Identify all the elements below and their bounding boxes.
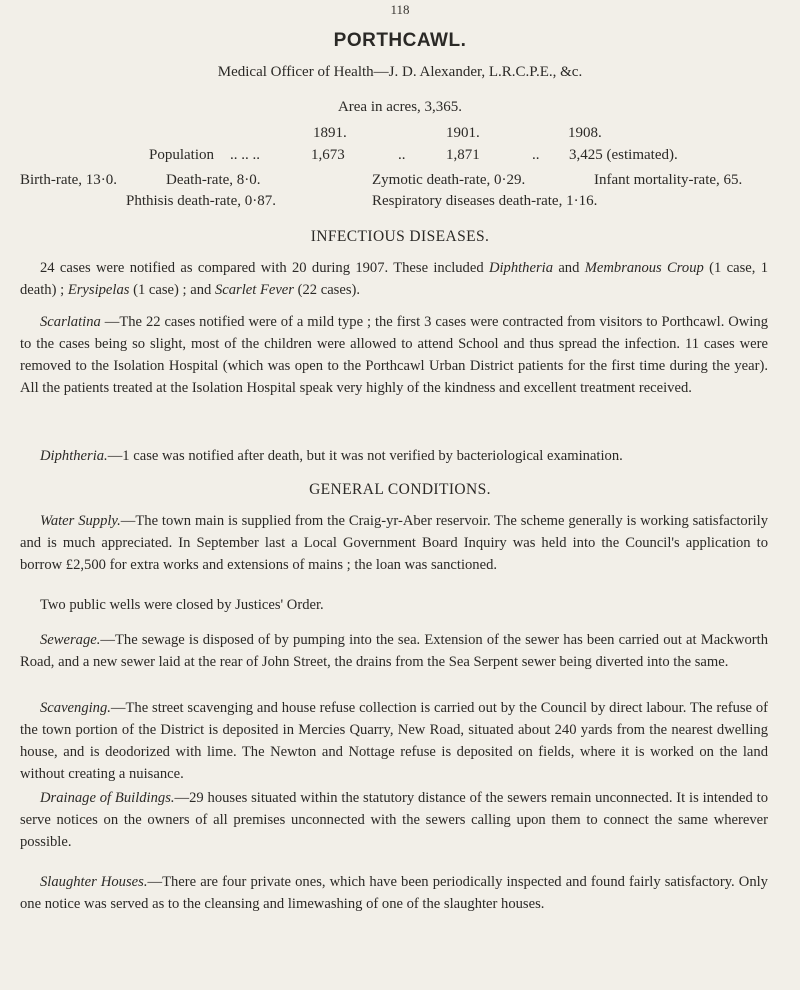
heading-general-conditions: GENERAL CONDITIONS. <box>309 481 491 498</box>
birth-rate: Birth-rate, 13·0. <box>20 172 118 188</box>
population-leaders: .. .. .. <box>230 147 260 163</box>
slaughter-houses-label: Slaughter Houses. <box>40 874 148 890</box>
paragraph-wells: Two public wells were closed by Justices' Order. <box>40 597 324 613</box>
paragraph-diphtheria: Diphtheria.—1 case was notified after death, but it was not verified by bacteriological examination. <box>40 448 623 464</box>
respiratory-death-rate: Respiratory diseases death-rate, 1·16. <box>372 193 598 209</box>
paragraph-water-supply: Water Supply.—The town main is supplied from the Craig-yr-Aber reservoir. The scheme generally is working satisfactorily and is much appreciated. In September last a Local Government Board Inquiry was held into the Council's application to borrow £2,500 for extra works and extensions of mains ; the loan was sanctioned. <box>20 513 768 573</box>
page-number: 118 <box>390 2 410 17</box>
scavenging-label: Scavenging. <box>40 700 111 716</box>
population-label: Population <box>149 147 215 163</box>
year-1908: 1908. <box>568 125 602 141</box>
phthisis-death-rate: Phthisis death-rate, 0·87. <box>126 193 276 209</box>
population-1891: 1,673 <box>311 147 345 163</box>
medical-officer-line: Medical Officer of Health—J. D. Alexander, L.R.C.P.E., &c. <box>217 64 583 80</box>
sewerage-label: Sewerage. <box>40 632 101 648</box>
population-separator-1: .. <box>398 147 406 163</box>
paragraph-slaughter-houses: Slaughter Houses.—There are four private ones, which have been periodically inspected and found fairly satisfactory. Only one notice was served as to the cleansing and limewashing of one of the slaughter houses. <box>20 874 768 912</box>
paragraph-scavenging: Scavenging.—The street scavenging and house refuse collection is carried out by the Council by direct labour. The refuse of the town portion of the District is deposited in Mercies Quarry, New Road, situated about 240 yards from the nearest dwelling house, and is deodorized with lime. The Newton and Nottage refuse is deposited on fields, where it is worked on the land without creating a nuisance. <box>20 700 768 782</box>
paragraph-sewerage: Sewerage.—The sewage is disposed of by pumping into the sea. Extension of the sewer has been carried out at Mackworth Road, and a new sewer laid at the rear of John Street, the drains from the Sea Serpent sewer being diverted into the same. <box>20 632 768 670</box>
population-1908: 3,425 (estimated). <box>569 147 678 163</box>
death-rate: Death-rate, 8·0. <box>166 172 261 188</box>
paragraph-drainage: Drainage of Buildings.—29 houses situated within the statutory distance of the sewers remain unconnected. It is intended to serve notices on the owners of all premises unconnected with the sewers calling upon them to connect the same wherever possible. <box>20 790 768 850</box>
scarlatina-label: Scarlatina <box>40 314 101 330</box>
population-separator-2: .. <box>532 147 540 163</box>
page-title: PORTHCAWL. <box>333 30 467 51</box>
area-line: Area in acres, 3,365. <box>337 99 463 115</box>
year-1891: 1891. <box>313 125 347 141</box>
infant-mortality-rate: Infant mortality-rate, 65. <box>594 172 743 188</box>
year-1901: 1901. <box>446 125 480 141</box>
population-1901: 1,871 <box>446 147 480 163</box>
heading-infectious-diseases: INFECTIOUS DISEASES. <box>310 228 490 245</box>
drainage-label: Drainage of Buildings. <box>40 790 175 806</box>
zymotic-death-rate: Zymotic death-rate, 0·29. <box>372 172 526 188</box>
paragraph-notifications: 24 cases were notified as compared with 20 during 1907. These included Diphtheria and Membranous Croup (1 case, 1 death) ; Erysipelas (1 case) ; and Scarlet Fever (22 cases). <box>20 260 768 298</box>
diphtheria-label: Diphtheria. <box>40 448 108 464</box>
water-supply-label: Water Supply. <box>40 513 121 529</box>
paragraph-scarlatina: Scarlatina —The 22 cases notified were of a mild type ; the first 3 cases were contracted from visitors to Porthcawl. Owing to the cases being so slight, most of the children were allowed to attend School and thus spread the infection. 11 cases were removed to the Isolation Hospital (which was open to the Porthcawl Urban District patients for the first time during the year). All the patients treated at the Isolation Hospital speak very highly of the kindness and excellent treatment received. <box>20 314 768 396</box>
